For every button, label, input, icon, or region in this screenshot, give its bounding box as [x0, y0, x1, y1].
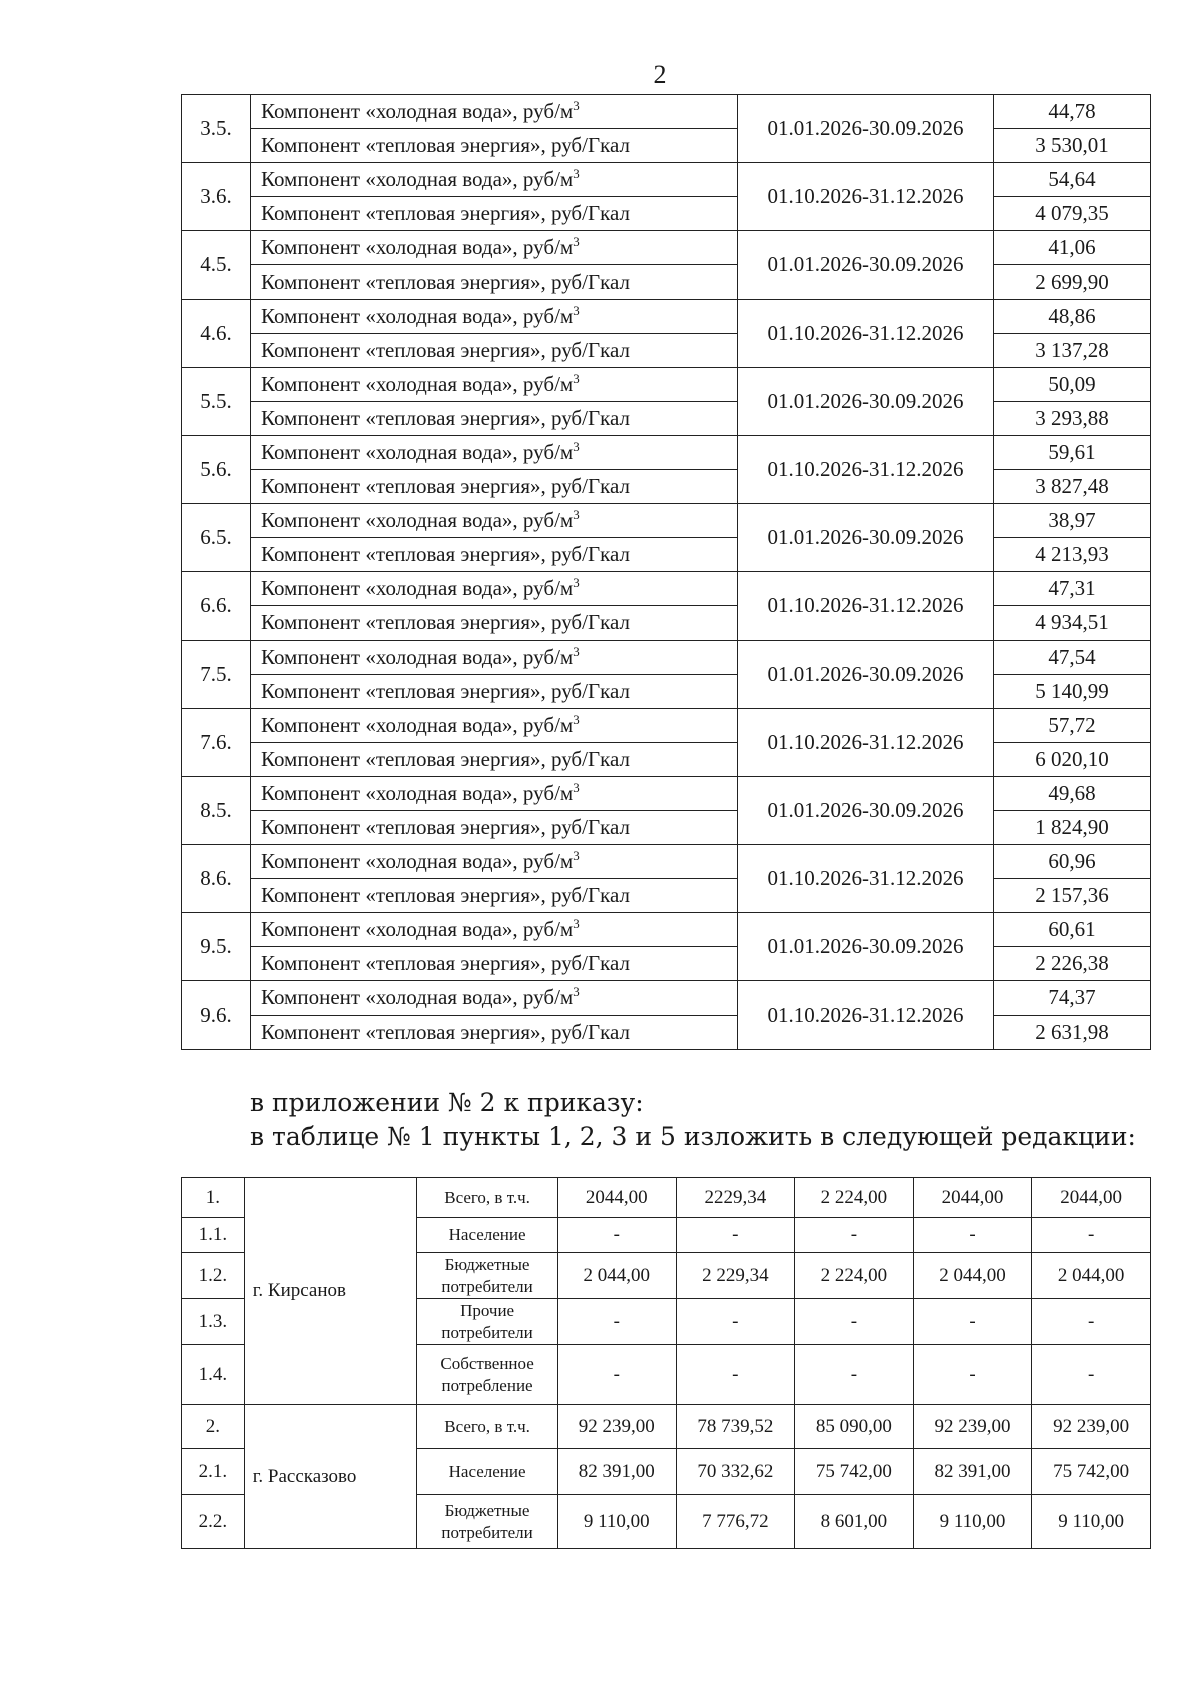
period-cell: 01.01.2026-30.09.2026: [738, 367, 994, 435]
tariff-value: 44,78: [994, 95, 1151, 129]
period-cell: 01.01.2026-30.09.2026: [738, 504, 994, 572]
tariff-row: [182, 197, 1151, 231]
volume-value: -: [795, 1218, 914, 1253]
component-label-cell: [251, 401, 738, 435]
tariff-value: 60,61: [994, 913, 1151, 947]
item-number: 3.6.: [182, 163, 251, 231]
item-number: 4.6.: [182, 299, 251, 367]
tariff-value: 59,61: [994, 435, 1151, 469]
component-label: Компонент «холодная вода», руб/м: [261, 371, 574, 396]
tariff-value: 3 827,48: [994, 470, 1151, 504]
volume-row: [182, 1405, 1151, 1449]
component-label: Компонент «тепловая энергия», руб/Гкал: [261, 610, 630, 635]
intro-line-1: в приложении № 2 к приказу:: [250, 1088, 644, 1117]
item-number: 7.6.: [182, 708, 251, 776]
volume-value: 82 391,00: [913, 1449, 1032, 1495]
period-cell: 01.01.2026-30.09.2026: [738, 231, 994, 299]
tariff-row: [182, 674, 1151, 708]
component-label: Компонент «тепловая энергия», руб/Гкал: [261, 201, 630, 226]
period-cell: 01.01.2026-30.09.2026: [738, 776, 994, 844]
tariff-row: [182, 742, 1151, 776]
volume-value: -: [557, 1218, 676, 1253]
component-label: Компонент «холодная вода», руб/м: [261, 439, 574, 464]
component-label-cell: [251, 231, 738, 265]
component-label: Компонент «холодная вода», руб/м: [261, 917, 574, 942]
tariff-value: 2 157,36: [994, 879, 1151, 913]
unit-superscript: 3: [573, 711, 580, 727]
unit-superscript: 3: [573, 98, 580, 114]
page-number: 2: [653, 60, 667, 89]
tariff-row: [182, 95, 1151, 129]
component-label: Компонент «холодная вода», руб/м: [261, 712, 574, 737]
tariff-value: 4 934,51: [994, 606, 1151, 640]
tariff-table: [181, 94, 1151, 1050]
period-cell: 01.01.2026-30.09.2026: [738, 640, 994, 708]
row-number: 1.3.: [182, 1299, 245, 1345]
category-cell: Население: [417, 1218, 558, 1253]
component-label-cell: [251, 163, 738, 197]
volume-value: 92 239,00: [1032, 1405, 1151, 1449]
volume-row: [182, 1178, 1151, 1218]
volume-value: -: [557, 1299, 676, 1345]
item-number: 9.6.: [182, 981, 251, 1049]
component-label: Компонент «тепловая энергия», руб/Гкал: [261, 678, 630, 703]
component-label-cell: [251, 197, 738, 231]
city-cell: г. Кирсанов: [244, 1178, 416, 1405]
tariff-row: [182, 1015, 1151, 1049]
tariff-value: 2 226,38: [994, 947, 1151, 981]
component-label: Компонент «холодная вода», руб/м: [261, 985, 574, 1010]
volume-value: -: [676, 1218, 795, 1253]
category-cell: Население: [417, 1449, 558, 1495]
tariff-value: 54,64: [994, 163, 1151, 197]
item-number: 5.5.: [182, 367, 251, 435]
volume-value: 70 332,62: [676, 1449, 795, 1495]
item-number: 5.6.: [182, 435, 251, 503]
volume-table: [181, 1177, 1151, 1549]
component-label-cell: [251, 742, 738, 776]
component-label: Компонент «тепловая энергия», руб/Гкал: [261, 883, 630, 908]
volume-value: -: [795, 1345, 914, 1405]
volume-value: 2 044,00: [913, 1253, 1032, 1299]
tariff-value: 6 020,10: [994, 742, 1151, 776]
component-label: Компонент «тепловая энергия», руб/Гкал: [261, 746, 630, 771]
period-cell: 01.10.2026-31.12.2026: [738, 435, 994, 503]
component-label: Компонент «тепловая энергия», руб/Гкал: [261, 474, 630, 499]
volume-value: 8 601,00: [795, 1495, 914, 1549]
item-number: 8.5.: [182, 776, 251, 844]
item-number: 3.5.: [182, 95, 251, 163]
volume-value: -: [913, 1218, 1032, 1253]
volume-value: 2044,00: [557, 1178, 676, 1218]
volume-value: 2 044,00: [1032, 1253, 1151, 1299]
row-number: 2.2.: [182, 1495, 245, 1549]
volume-value: 92 239,00: [913, 1405, 1032, 1449]
component-label: Компонент «холодная вода», руб/м: [261, 303, 574, 328]
tariff-value: 4 213,93: [994, 538, 1151, 572]
component-label-cell: [251, 947, 738, 981]
unit-superscript: 3: [573, 370, 580, 386]
component-label: Компонент «холодная вода», руб/м: [261, 849, 574, 874]
component-label-cell: [251, 776, 738, 810]
period-cell: 01.10.2026-31.12.2026: [738, 845, 994, 913]
component-label: Компонент «холодная вода», руб/м: [261, 780, 574, 805]
tariff-value: 3 293,88: [994, 401, 1151, 435]
volume-value: 92 239,00: [557, 1405, 676, 1449]
tariff-row: [182, 470, 1151, 504]
component-label: Компонент «тепловая энергия», руб/Гкал: [261, 1019, 630, 1044]
volume-value: 82 391,00: [557, 1449, 676, 1495]
period-cell: 01.10.2026-31.12.2026: [738, 981, 994, 1049]
tariff-row: [182, 606, 1151, 640]
volume-value: 9 110,00: [557, 1495, 676, 1549]
component-label: Компонент «холодная вода», руб/м: [261, 508, 574, 533]
volume-value: 2 224,00: [795, 1253, 914, 1299]
tariff-row: [182, 299, 1151, 333]
component-label-cell: [251, 708, 738, 742]
tariff-row: [182, 333, 1151, 367]
volume-value: 2044,00: [1032, 1178, 1151, 1218]
volume-value: 9 110,00: [913, 1495, 1032, 1549]
component-label: Компонент «холодная вода», руб/м: [261, 644, 574, 669]
component-label-cell: [251, 95, 738, 129]
period-cell: 01.10.2026-31.12.2026: [738, 163, 994, 231]
component-label-cell: [251, 810, 738, 844]
period-cell: 01.10.2026-31.12.2026: [738, 299, 994, 367]
tariff-value: 41,06: [994, 231, 1151, 265]
item-number: 8.6.: [182, 845, 251, 913]
volume-value: 78 739,52: [676, 1405, 795, 1449]
component-label-cell: [251, 129, 738, 163]
volume-value: -: [913, 1345, 1032, 1405]
item-number: 9.5.: [182, 913, 251, 981]
unit-superscript: 3: [573, 575, 580, 591]
tariff-row: [182, 981, 1151, 1015]
item-number: 7.5.: [182, 640, 251, 708]
tariff-row: [182, 367, 1151, 401]
tariff-row: [182, 947, 1151, 981]
component-label: Компонент «тепловая энергия», руб/Гкал: [261, 815, 630, 840]
row-number: 1.1.: [182, 1218, 245, 1253]
period-cell: 01.01.2026-30.09.2026: [738, 95, 994, 163]
component-label-cell: [251, 674, 738, 708]
category-cell: Собственное потребление: [417, 1345, 558, 1405]
period-cell: 01.10.2026-31.12.2026: [738, 708, 994, 776]
tariff-row: [182, 504, 1151, 538]
component-label-cell: [251, 913, 738, 947]
unit-superscript: 3: [573, 302, 580, 318]
volume-table-body: [182, 1178, 1151, 1549]
category-cell: Бюджетные потребители: [417, 1495, 558, 1549]
component-label: Компонент «холодная вода», руб/м: [261, 99, 574, 124]
category-cell: Всего, в т.ч.: [417, 1405, 558, 1449]
tariff-value: 3 530,01: [994, 129, 1151, 163]
category-cell: Всего, в т.ч.: [417, 1178, 558, 1218]
tariff-value: 48,86: [994, 299, 1151, 333]
volume-value: -: [557, 1345, 676, 1405]
unit-superscript: 3: [573, 848, 580, 864]
volume-value: 7 776,72: [676, 1495, 795, 1549]
volume-value: -: [913, 1299, 1032, 1345]
tariff-row: [182, 640, 1151, 674]
component-label-cell: [251, 981, 738, 1015]
component-label-cell: [251, 265, 738, 299]
item-number: 4.5.: [182, 231, 251, 299]
item-number: 6.5.: [182, 504, 251, 572]
unit-superscript: 3: [573, 916, 580, 932]
volume-value: 75 742,00: [795, 1449, 914, 1495]
tariff-value: 2 631,98: [994, 1015, 1151, 1049]
volume-value: -: [795, 1299, 914, 1345]
unit-superscript: 3: [573, 984, 580, 1000]
tariff-value: 3 137,28: [994, 333, 1151, 367]
component-label-cell: [251, 470, 738, 504]
period-cell: 01.10.2026-31.12.2026: [738, 572, 994, 640]
unit-superscript: 3: [573, 779, 580, 795]
tariff-row: [182, 845, 1151, 879]
category-cell: Бюджетные потребители: [417, 1253, 558, 1299]
volume-value: 9 110,00: [1032, 1495, 1151, 1549]
city-cell: г. Рассказово: [244, 1405, 416, 1549]
tariff-value: 1 824,90: [994, 810, 1151, 844]
volume-value: -: [1032, 1299, 1151, 1345]
tariff-value: 47,54: [994, 640, 1151, 674]
tariff-row: [182, 435, 1151, 469]
component-label-cell: [251, 572, 738, 606]
volume-value: -: [676, 1345, 795, 1405]
row-number: 2.: [182, 1405, 245, 1449]
volume-value: 2044,00: [913, 1178, 1032, 1218]
tariff-value: 38,97: [994, 504, 1151, 538]
component-label-cell: [251, 640, 738, 674]
tariff-row: [182, 265, 1151, 299]
unit-superscript: 3: [573, 643, 580, 659]
tariff-row: [182, 129, 1151, 163]
tariff-row: [182, 708, 1151, 742]
volume-value: 75 742,00: [1032, 1449, 1151, 1495]
tariff-value: 47,31: [994, 572, 1151, 606]
tariff-value: 4 079,35: [994, 197, 1151, 231]
volume-value: -: [1032, 1345, 1151, 1405]
component-label-cell: [251, 1015, 738, 1049]
component-label: Компонент «холодная вода», руб/м: [261, 576, 574, 601]
component-label-cell: [251, 879, 738, 913]
component-label-cell: [251, 299, 738, 333]
component-label: Компонент «тепловая энергия», руб/Гкал: [261, 951, 630, 976]
component-label-cell: [251, 435, 738, 469]
intro-line-2: в таблице № 1 пункты 1, 2, 3 и 5 изложить в следующей редакции:: [250, 1122, 1136, 1151]
volume-value: -: [676, 1299, 795, 1345]
component-label-cell: [251, 367, 738, 401]
row-number: 1.: [182, 1178, 245, 1218]
component-label-cell: [251, 504, 738, 538]
component-label: Компонент «тепловая энергия», руб/Гкал: [261, 542, 630, 567]
tariff-row: [182, 538, 1151, 572]
period-cell: 01.01.2026-30.09.2026: [738, 913, 994, 981]
unit-superscript: 3: [573, 507, 580, 523]
component-label-cell: [251, 845, 738, 879]
tariff-value: 2 699,90: [994, 265, 1151, 299]
tariff-row: [182, 401, 1151, 435]
tariff-row: [182, 810, 1151, 844]
component-label: Компонент «тепловая энергия», руб/Гкал: [261, 337, 630, 362]
tariff-row: [182, 776, 1151, 810]
category-cell: Прочие потребители: [417, 1299, 558, 1345]
tariff-value: 49,68: [994, 776, 1151, 810]
component-label: Компонент «тепловая энергия», руб/Гкал: [261, 133, 630, 158]
item-number: 6.6.: [182, 572, 251, 640]
volume-value: 2 224,00: [795, 1178, 914, 1218]
unit-superscript: 3: [573, 166, 580, 182]
component-label-cell: [251, 538, 738, 572]
component-label-cell: [251, 606, 738, 640]
tariff-row: [182, 879, 1151, 913]
tariff-value: 57,72: [994, 708, 1151, 742]
tariff-value: 60,96: [994, 845, 1151, 879]
tariff-row: [182, 231, 1151, 265]
volume-value: 2229,34: [676, 1178, 795, 1218]
unit-superscript: 3: [573, 234, 580, 250]
volume-value: 2 229,34: [676, 1253, 795, 1299]
row-number: 1.4.: [182, 1345, 245, 1405]
component-label: Компонент «холодная вода», руб/м: [261, 167, 574, 192]
component-label: Компонент «холодная вода», руб/м: [261, 235, 574, 260]
unit-superscript: 3: [573, 438, 580, 454]
tariff-row: [182, 163, 1151, 197]
volume-value: -: [1032, 1218, 1151, 1253]
tariff-table-body: [182, 95, 1151, 1050]
tariff-value: 74,37: [994, 981, 1151, 1015]
row-number: 2.1.: [182, 1449, 245, 1495]
tariff-row: [182, 913, 1151, 947]
row-number: 1.2.: [182, 1253, 245, 1299]
volume-value: 85 090,00: [795, 1405, 914, 1449]
volume-value: 2 044,00: [557, 1253, 676, 1299]
tariff-row: [182, 572, 1151, 606]
tariff-value: 50,09: [994, 367, 1151, 401]
component-label: Компонент «тепловая энергия», руб/Гкал: [261, 269, 630, 294]
component-label-cell: [251, 333, 738, 367]
tariff-value: 5 140,99: [994, 674, 1151, 708]
component-label: Компонент «тепловая энергия», руб/Гкал: [261, 405, 630, 430]
